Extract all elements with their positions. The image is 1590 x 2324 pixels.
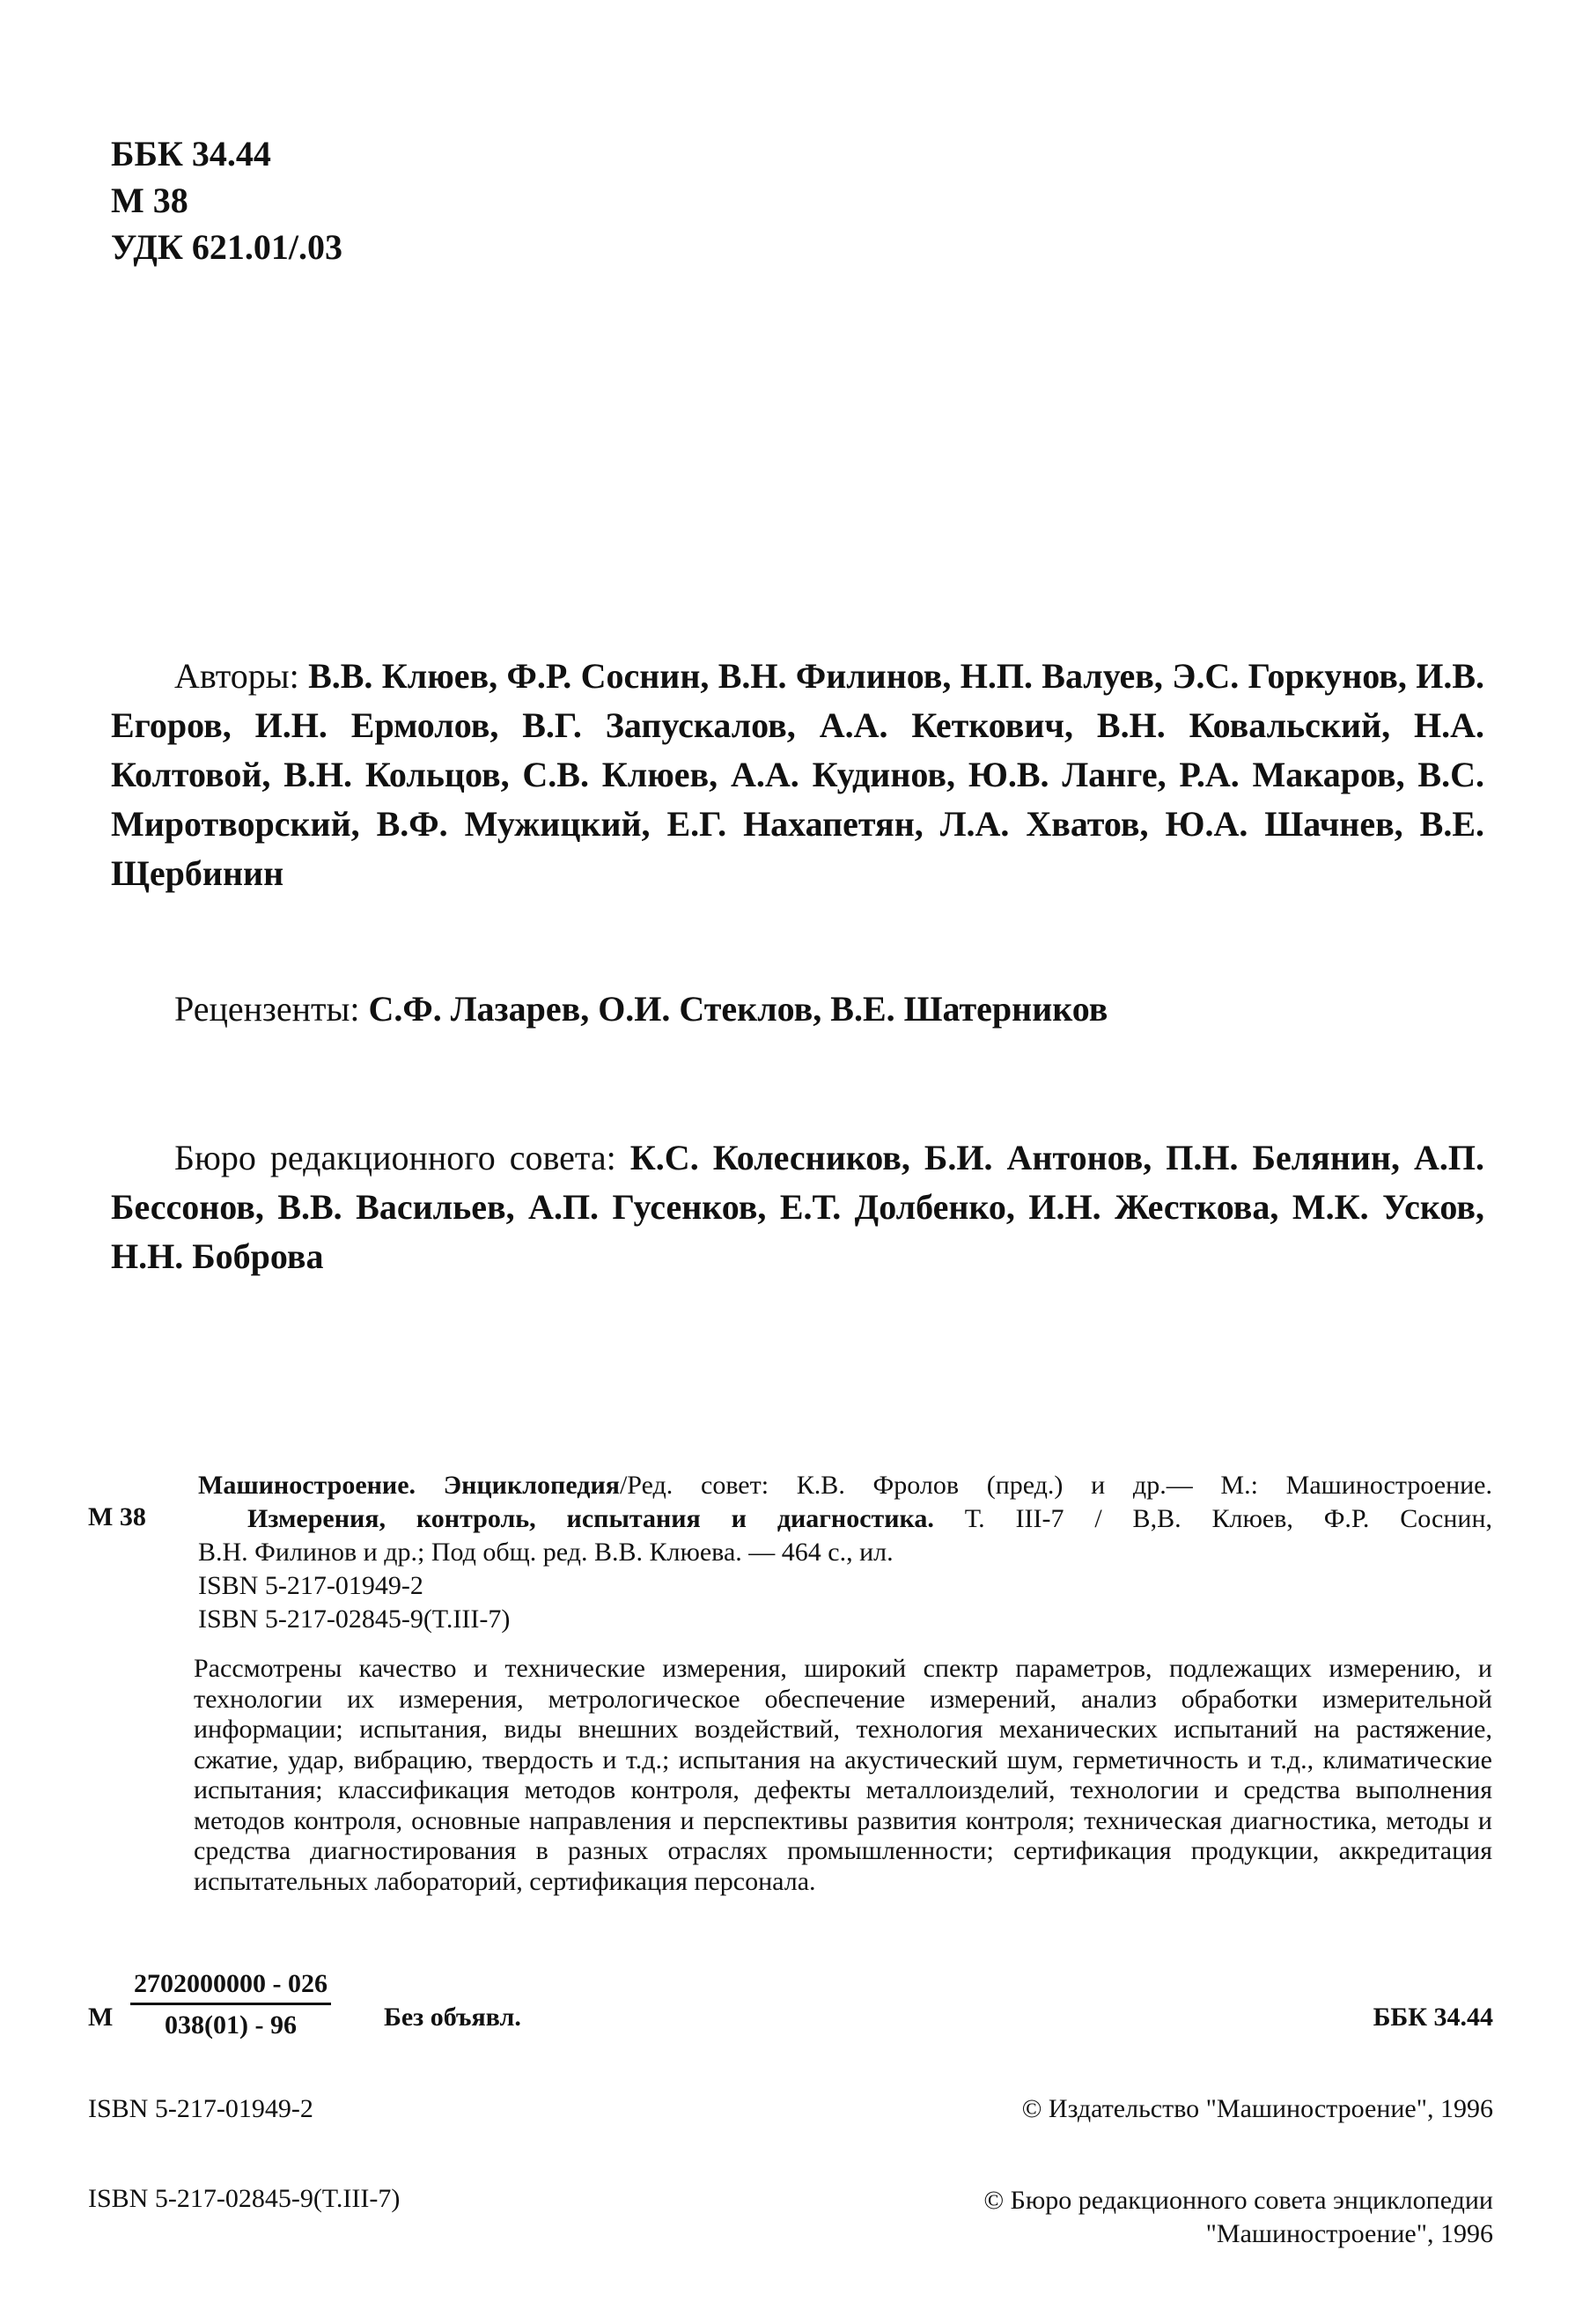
classification-codes — [111, 130, 342, 270]
board-names: К.С. Колесников, Б.И. Антонов, П.Н. Белянин, А.П. Бессонов, В.В. Васильев, А.П. Гусенков, Е.Т. Долбенко, И.Н. Жесткова, М.К. Усков, Н.Н. Боброва — [111, 1138, 1485, 1276]
imprint-fraction — [130, 1969, 331, 2040]
biblio-volume-title: Измерения, контроль, испытания и диагностика. — [247, 1504, 934, 1533]
copyright-board-line-2: "Машиностроение", 1996 — [1205, 2219, 1493, 2248]
imprint-m: М — [88, 2003, 114, 2032]
biblio-main-title: Машиностроение. Энциклопедия — [198, 1471, 620, 1500]
authors-label: Авторы: — [174, 656, 299, 696]
reviewers-names: С.Ф. Лазарев, О.И. Стеклов, В.Е. Шатерников — [368, 989, 1108, 1029]
biblio-line-2-rest: Т. III-7 / В,В. Клюев, Ф.Р. Соснин, — [964, 1504, 1492, 1533]
author-mark: М 38 — [111, 181, 188, 220]
imprint-bbk: ББК 34.44 — [1373, 2003, 1493, 2032]
editorial-board-block — [111, 1133, 1484, 1281]
biblio-margin-code: М 38 — [88, 1502, 146, 1531]
biblio-isbn-a: ISBN 5-217-01949-2 — [198, 1571, 423, 1600]
fraction-denominator: 038(01) - 96 — [165, 2010, 297, 2040]
biblio-line-1-rest: /Ред. совет: К.В. Фролов (пред.) и др.— М.: Машиностроение. — [619, 1471, 1493, 1500]
reviewers-label: Рецензенты: — [174, 989, 360, 1029]
biblio-line-2 — [198, 1502, 1492, 1536]
reviewers-block — [111, 985, 1484, 1034]
bbk-code: ББК 34.44 — [111, 134, 271, 173]
copyright-publisher: © Издательство "Машиностроение", 1996 — [1021, 2094, 1493, 2123]
bibliographic-record — [198, 1469, 1492, 1636]
board-label: Бюро редакционного совета: — [174, 1138, 616, 1177]
biblio-line-3: В.Н. Филинов и др.; Под общ. ред. В.В. Клюева. — 464 с., ил. — [198, 1538, 894, 1567]
no-advert-note: Без объявл. — [384, 2003, 521, 2032]
authors-block — [111, 652, 1484, 898]
abstract-paragraph: Рассмотрены качество и технические измерения, широкий спектр параметров, подлежащих измерению, и технологии их измерения, метрологическое обеспечение измерений, анализ обработки измерительной информации; испытания, виды внешних воздействий, технология механических испытаний на растяжение, сжатие, удар, вибрацию, твердость и т.д.; испытания на акустический шум, герметичность и т.д., климатические испытания; классификация методов контроля, дефекты металлоизделий, технологии и средства выполнения методов контроля, основные направления и перспективы развития контроля; техническая диагностика, методы и средства диагностирования в разных отраслях промышленности; сертификация продукции, аккредитация испытательных лабораторий, сертификация персонала. — [194, 1654, 1492, 1896]
isbn-volume: ISBN 5-217-02845-9(T.III-7) — [88, 2184, 401, 2213]
isbn-general: ISBN 5-217-01949-2 — [88, 2094, 313, 2123]
biblio-line-1 — [198, 1469, 1492, 1502]
udk-code: УДК 621.01/.03 — [111, 227, 342, 267]
biblio-isbn-b: ISBN 5-217-02845-9(T.III-7) — [198, 1605, 511, 1634]
authors-names: В.В. Клюев, Ф.Р. Соснин, В.Н. Филинов, Н.П. Валуев, Э.С. Горкунов, И.В. Егоров, И.Н. Ермолов, В.Г. Запускалов, А.А. Кеткович, В.Н. Ковальский, Н.А. Колтовой, В.Н. Кольцов, С.В. Клюев, А.А. Кудинов, Ю.В. Ланге, Р.А. Макаров, В.С. Миротворский, В.Ф. Мужицкий, Е.Г. Нахапетян, Л.А. Хватов, Ю.А. Шачнев, В.Е. Щербинин — [111, 656, 1485, 893]
fraction-numerator: 2702000000 - 026 — [130, 1969, 331, 2005]
copyright-board-line-1: © Бюро редакционного совета энциклопедии — [983, 2186, 1493, 2215]
copyright-board — [983, 2184, 1493, 2251]
